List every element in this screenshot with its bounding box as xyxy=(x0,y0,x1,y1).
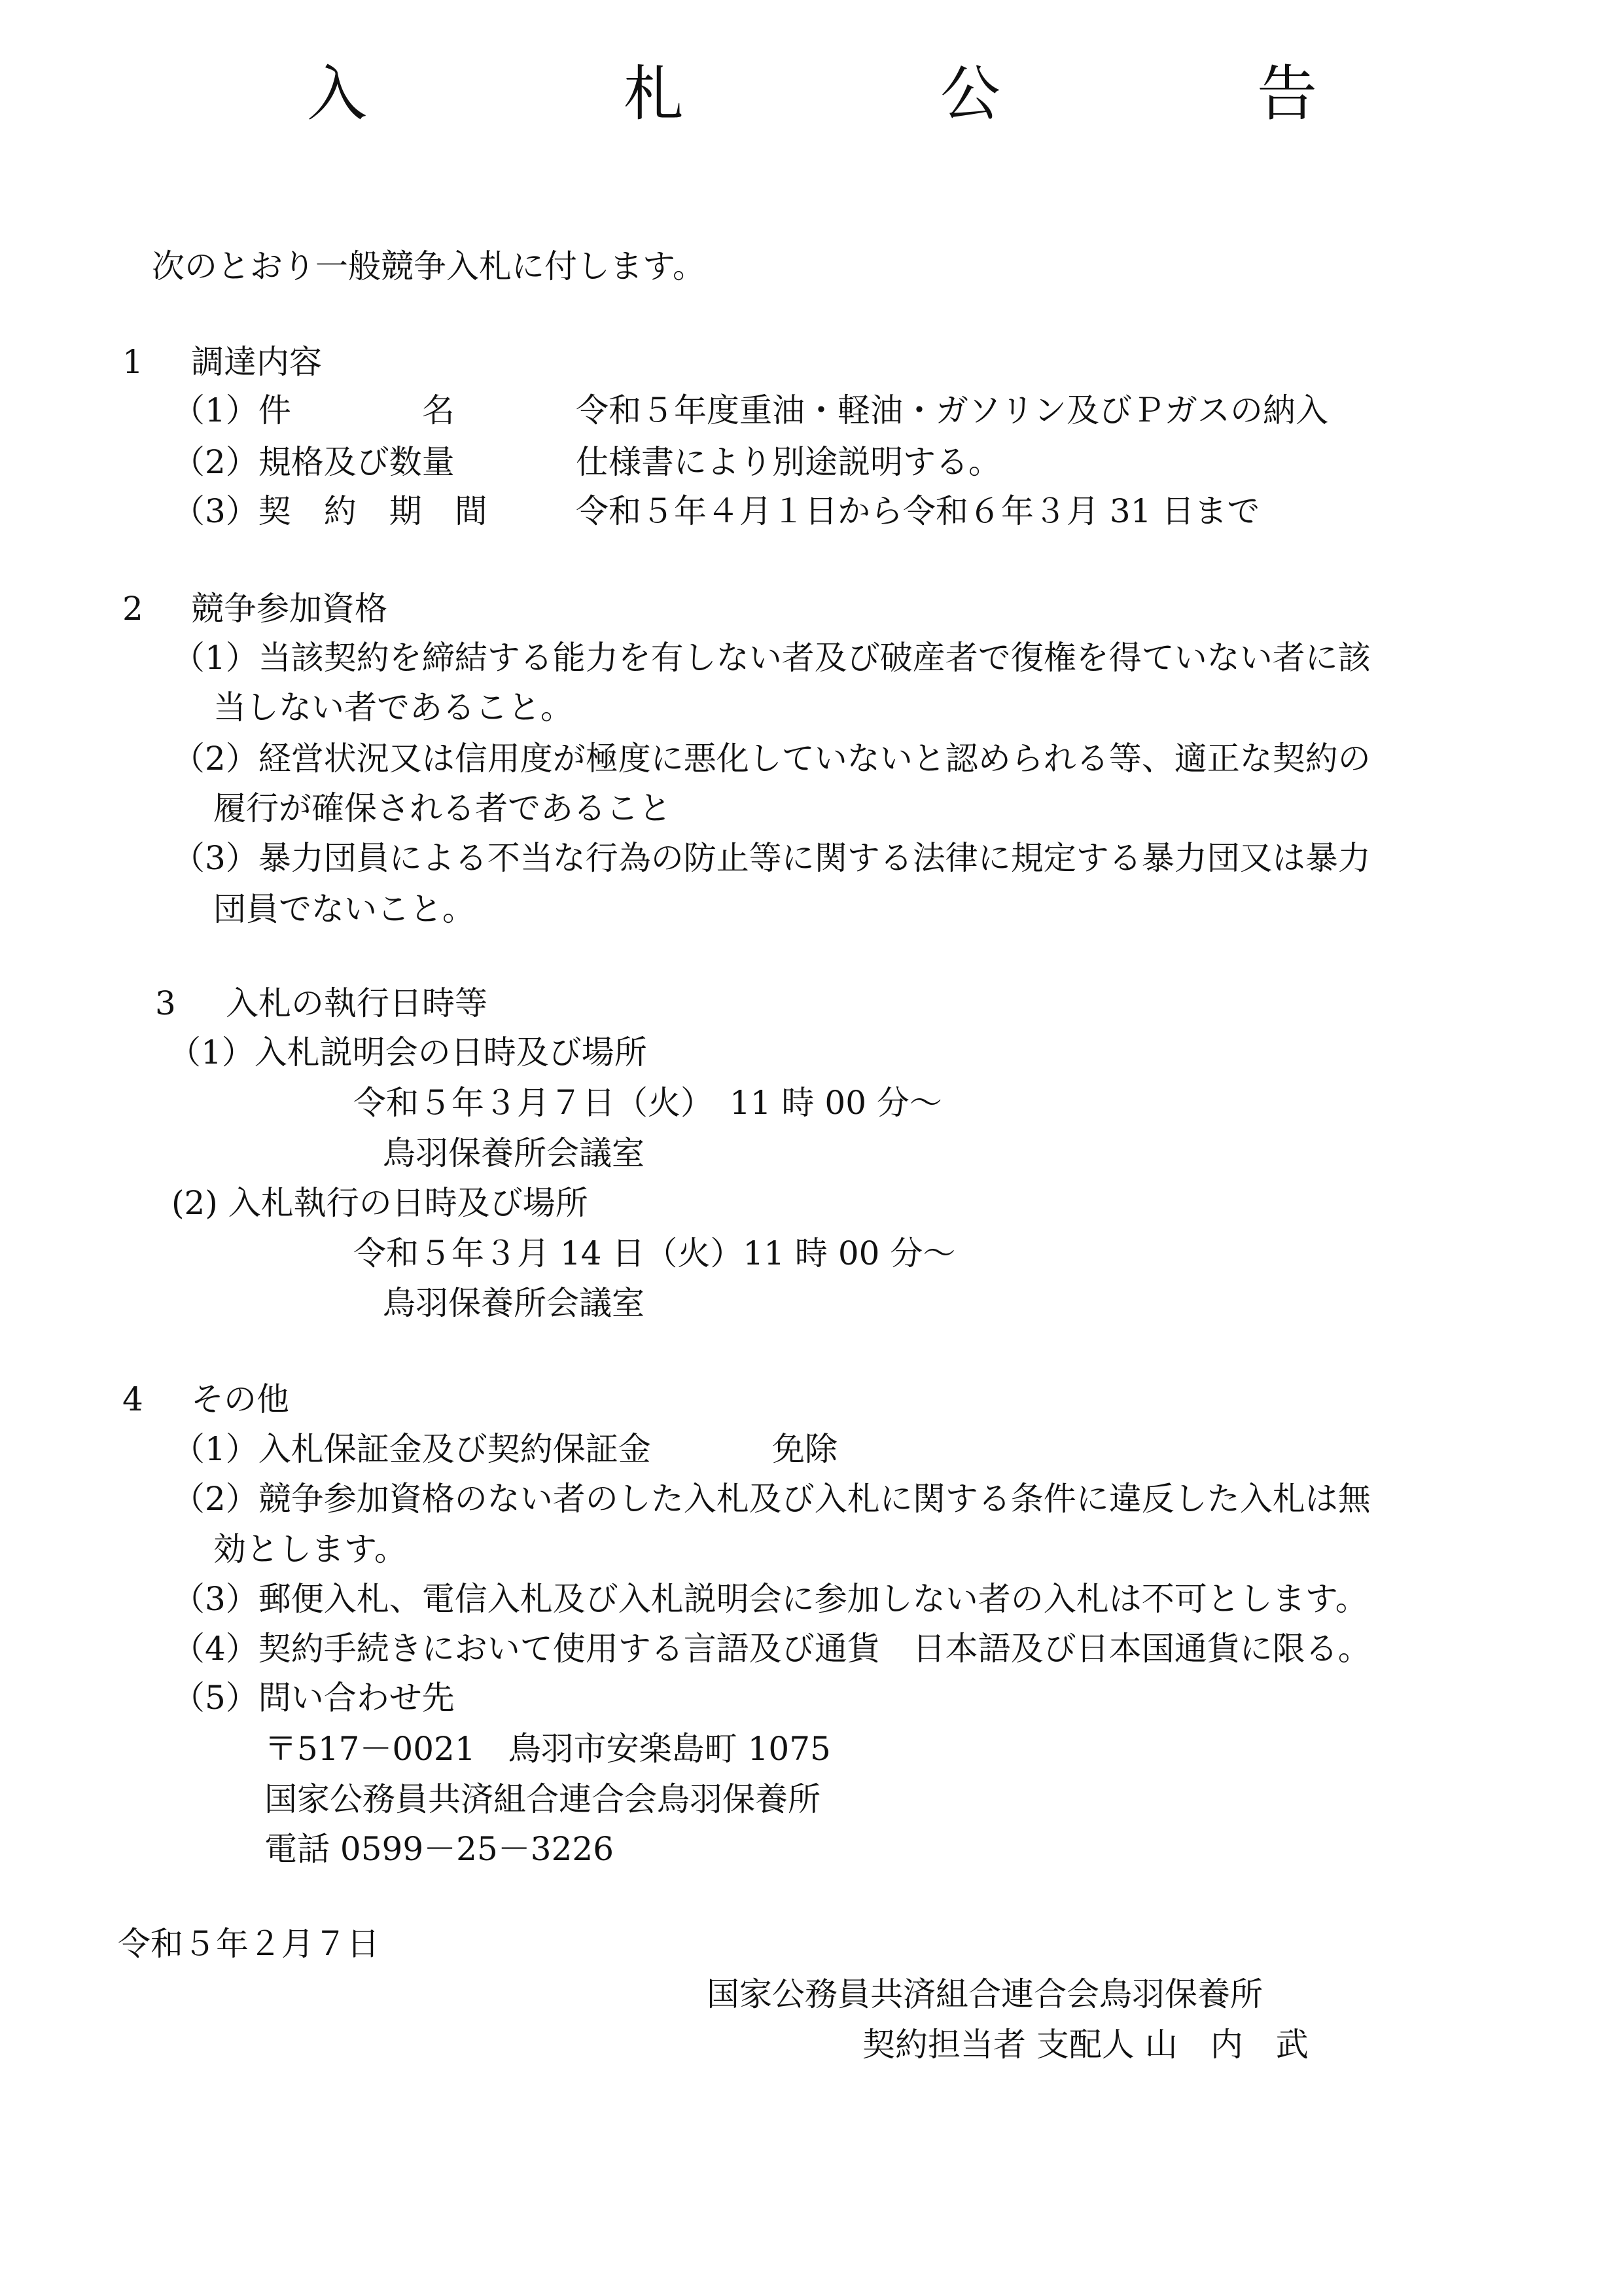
contact-phone: 電話 0599－25－3226 xyxy=(264,1830,614,1868)
procurement-item-value: 令和５年４月１日から令和６年３月 31 日まで xyxy=(576,492,1260,530)
section-4-number: 4 xyxy=(122,1380,143,1418)
procurement-item-value: 仕様書により別途説明する。 xyxy=(576,443,1001,481)
issuer-contact: 契約担当者 支配人 山 内 武 xyxy=(862,2026,1309,2064)
notice-date: 令和５年２月７日 xyxy=(118,1925,380,1963)
section-1-number: 1 xyxy=(122,343,143,381)
other-item-line: （2）競争参加資格のない者のした入札及び入札に関する条件に違反した入札は無 xyxy=(172,1480,1371,1518)
other-item-label: （1）入札保証金及び契約保証金 xyxy=(172,1430,651,1468)
qualification-line: 履行が確保される者であること xyxy=(213,789,671,827)
other-item-line: （3）郵便入札、電信入札及び入札説明会に参加しない者の入札は不可とします。 xyxy=(172,1580,1368,1618)
other-item-value: 免除 xyxy=(772,1430,838,1468)
bidding-item-label: (2) 入札執行の日時及び場所 xyxy=(171,1184,588,1222)
section-2-heading: 競争参加資格 xyxy=(191,590,387,628)
section-1-heading: 調達内容 xyxy=(191,343,322,381)
contact-label: （5）問い合わせ先 xyxy=(172,1679,455,1717)
bidding-item-label: （1）入札説明会の日時及び場所 xyxy=(168,1033,647,1071)
bidding-place: 鳥羽保養所会議室 xyxy=(383,1284,644,1322)
bidding-datetime: 令和５年３月 14 日（火）11 時 00 分～ xyxy=(353,1234,956,1272)
other-item-line: （4）契約手続きにおいて使用する言語及び通貨 日本語及び日本国通貨に限る。 xyxy=(172,1630,1371,1668)
qualification-line: （2）経営状況又は信用度が極度に悪化していないと認められる等、適正な契約の xyxy=(172,740,1371,778)
procurement-item-label: （2）規格及び数量 xyxy=(172,443,455,481)
section-2-number: 2 xyxy=(122,590,143,628)
procurement-item-label: （1）件 名 xyxy=(172,391,455,429)
document-title: 入 札 公 告 xyxy=(306,59,1415,129)
qualification-line: 団員でないこと。 xyxy=(213,890,475,928)
bidding-place: 鳥羽保養所会議室 xyxy=(383,1134,644,1172)
qualification-line: （3）暴力団員による不当な行為の防止等に関する法律に規定する暴力団又は暴力 xyxy=(172,839,1371,877)
qualification-line: 当しない者であること。 xyxy=(213,689,573,726)
other-item-line: 効とします。 xyxy=(213,1530,407,1568)
procurement-item-value: 令和５年度重油・軽油・ガソリン及びＰガスの納入 xyxy=(576,391,1328,429)
section-3-heading: 入札の執行日時等 xyxy=(226,984,487,1022)
section-4-heading: その他 xyxy=(191,1380,289,1418)
contact-organization: 国家公務員共済組合連合会鳥羽保養所 xyxy=(264,1780,821,1818)
section-3-number: 3 xyxy=(155,984,176,1022)
procurement-item-label: （3）契 約 期 間 xyxy=(172,492,487,530)
bidding-datetime: 令和５年３月７日（火） 11 時 00 分～ xyxy=(353,1084,942,1122)
contact-address: 〒517－0021 鳥羽市安楽島町 1075 xyxy=(264,1730,831,1768)
intro-text: 次のとおり一般競争入札に付します。 xyxy=(152,247,705,285)
issuer-organization: 国家公務員共済組合連合会鳥羽保養所 xyxy=(707,1975,1263,2013)
qualification-line: （1）当該契約を締結する能力を有しない者及び破産者で復権を得ていない者に該 xyxy=(172,639,1371,677)
